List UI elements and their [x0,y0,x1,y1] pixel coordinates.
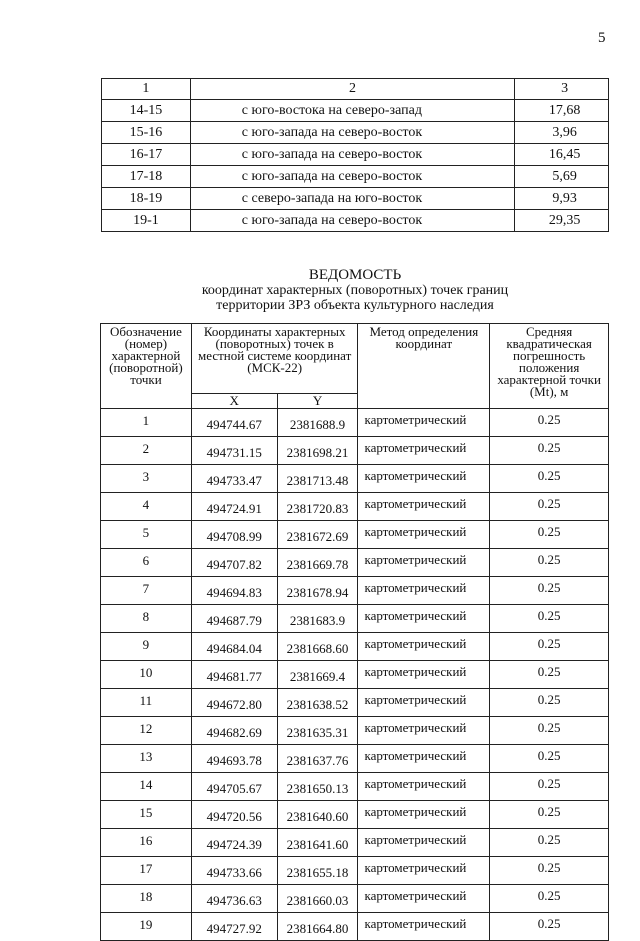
point-cell: 5 [101,521,192,549]
y-cell: 2381688.9 [277,409,358,437]
title-line: координат характерных (поворотных) точек границ [201,283,509,298]
error-cell: 0.25 [490,885,609,913]
table-row [101,577,609,605]
length-cell: 3,96 [515,122,609,144]
x-cell: 494705.67 [191,773,277,801]
length-cell: 5,69 [515,166,609,188]
y-cell: 2381638.52 [277,689,358,717]
table-row [102,100,609,122]
x-cell: 494708.99 [191,521,277,549]
table-row [101,605,609,633]
error-cell: 0.25 [490,549,609,577]
x-cell: 494727.92 [191,913,277,941]
title-line: территории ЗРЗ объекта культурного наследия [216,298,494,313]
error-header: Средняя квадратическая погрешность положения характерной точки (Mt), м [490,324,609,409]
error-cell: 0.25 [490,521,609,549]
method-header: Метод определения координат [358,324,490,409]
error-cell: 0.25 [490,437,609,465]
point-cell: 6 [101,549,192,577]
y-cell: 2381713.48 [277,465,358,493]
method-cell: картометрический [358,661,490,689]
x-cell: 494681.77 [191,661,277,689]
y-cell: 2381650.13 [277,773,358,801]
y-cell: 2381672.69 [277,521,358,549]
statement-title [101,268,609,313]
point-cell: 16 [101,829,192,857]
y-cell: 2381678.94 [277,577,358,605]
y-cell: 2381655.18 [277,857,358,885]
table-row [101,829,609,857]
direction-cell: с северо-запада на юго-восток [190,188,514,210]
table-row [102,144,609,166]
y-cell: 2381664.80 [277,913,358,941]
table-row [102,210,609,232]
x-cell: 494687.79 [191,605,277,633]
y-header: Y [277,394,358,409]
x-cell: 494733.47 [191,465,277,493]
segment-cell: 15-16 [102,122,191,144]
y-cell: 2381669.4 [277,661,358,689]
method-cell: картометрический [358,773,490,801]
method-cell: картометрический [358,745,490,773]
coordinates-table-header [101,324,609,394]
point-cell: 10 [101,661,192,689]
table-row [101,661,609,689]
table-row [101,913,609,941]
table-row [101,493,609,521]
table-row [101,465,609,493]
x-cell: 494736.63 [191,885,277,913]
table-row [101,717,609,745]
method-cell: картометрический [358,913,490,941]
error-cell: 0.25 [490,857,609,885]
error-cell: 0.25 [490,409,609,437]
direction-cell: с юго-запада на северо-восток [190,122,514,144]
error-cell: 0.25 [490,717,609,745]
length-cell: 17,68 [515,100,609,122]
table-row [101,689,609,717]
point-cell: 14 [101,773,192,801]
segments-table-header [102,79,609,100]
method-cell: картометрический [358,829,490,857]
error-cell: 0.25 [490,745,609,773]
y-cell: 2381637.76 [277,745,358,773]
point-cell: 12 [101,717,192,745]
method-cell: картометрический [358,857,490,885]
point-cell: 7 [101,577,192,605]
x-cell: 494694.83 [191,577,277,605]
method-cell: картометрический [358,549,490,577]
error-cell: 0.25 [490,773,609,801]
point-cell: 19 [101,913,192,941]
point-cell: 9 [101,633,192,661]
error-cell: 0.25 [490,493,609,521]
point-header: Обозначение (номер) характерной (поворотной) точки [101,324,192,409]
method-cell: картометрический [358,605,490,633]
table-row [101,857,609,885]
title-line: ВЕДОМОСТЬ [308,267,402,283]
table-row [101,437,609,465]
segments-table [101,78,609,232]
y-cell: 2381683.9 [277,605,358,633]
method-cell: картометрический [358,885,490,913]
y-cell: 2381669.78 [277,549,358,577]
table-row [101,633,609,661]
point-cell: 8 [101,605,192,633]
segment-cell: 17-18 [102,166,191,188]
x-cell: 494720.56 [191,801,277,829]
method-cell: картометрический [358,577,490,605]
coords-header: Координаты характерных (поворотных) точек в местной системе координат (МСК-22) [191,324,358,394]
column-header: 3 [515,79,609,100]
x-cell: 494693.78 [191,745,277,773]
y-cell: 2381641.60 [277,829,358,857]
y-cell: 2381668.60 [277,633,358,661]
error-cell: 0.25 [490,801,609,829]
x-cell: 494684.04 [191,633,277,661]
segment-cell: 18-19 [102,188,191,210]
segment-cell: 19-1 [102,210,191,232]
length-cell: 29,35 [515,210,609,232]
x-cell: 494731.15 [191,437,277,465]
method-cell: картометрический [358,801,490,829]
y-cell: 2381635.31 [277,717,358,745]
method-cell: картометрический [358,633,490,661]
point-cell: 4 [101,493,192,521]
method-cell: картометрический [358,437,490,465]
y-cell: 2381660.03 [277,885,358,913]
direction-cell: с юго-запада на северо-восток [190,166,514,188]
x-cell: 494707.82 [191,549,277,577]
method-cell: картометрический [358,465,490,493]
table-row [101,549,609,577]
y-cell: 2381698.21 [277,437,358,465]
page-number: 5 [598,30,606,46]
x-header: X [191,394,277,409]
column-header: 1 [102,79,191,100]
column-header: 2 [190,79,514,100]
direction-cell: с юго-запада на северо-восток [190,210,514,232]
table-row [102,122,609,144]
error-cell: 0.25 [490,913,609,941]
table-row [102,166,609,188]
method-cell: картометрический [358,521,490,549]
table-row [101,745,609,773]
table-row [102,188,609,210]
error-cell: 0.25 [490,829,609,857]
error-cell: 0.25 [490,689,609,717]
point-cell: 11 [101,689,192,717]
x-cell: 494724.91 [191,493,277,521]
point-cell: 18 [101,885,192,913]
length-cell: 16,45 [515,144,609,166]
error-cell: 0.25 [490,605,609,633]
direction-cell: с юго-запада на северо-восток [190,144,514,166]
x-cell: 494672.80 [191,689,277,717]
x-cell: 494733.66 [191,857,277,885]
error-cell: 0.25 [490,633,609,661]
length-cell: 9,93 [515,188,609,210]
table-row [101,801,609,829]
x-cell: 494724.39 [191,829,277,857]
error-cell: 0.25 [490,577,609,605]
point-cell: 15 [101,801,192,829]
point-cell: 2 [101,437,192,465]
coordinates-table [100,323,609,941]
point-cell: 17 [101,857,192,885]
point-cell: 1 [101,409,192,437]
point-cell: 13 [101,745,192,773]
direction-cell: с юго-востока на северо-запад [190,100,514,122]
method-cell: картометрический [358,717,490,745]
table-row [101,885,609,913]
segment-cell: 16-17 [102,144,191,166]
error-cell: 0.25 [490,465,609,493]
segment-cell: 14-15 [102,100,191,122]
method-cell: картометрический [358,409,490,437]
y-cell: 2381640.60 [277,801,358,829]
method-cell: картометрический [358,689,490,717]
x-cell: 494682.69 [191,717,277,745]
point-cell: 3 [101,465,192,493]
table-row [101,409,609,437]
x-cell: 494744.67 [191,409,277,437]
table-row [101,773,609,801]
method-cell: картометрический [358,493,490,521]
table-row [101,521,609,549]
error-cell: 0.25 [490,661,609,689]
y-cell: 2381720.83 [277,493,358,521]
